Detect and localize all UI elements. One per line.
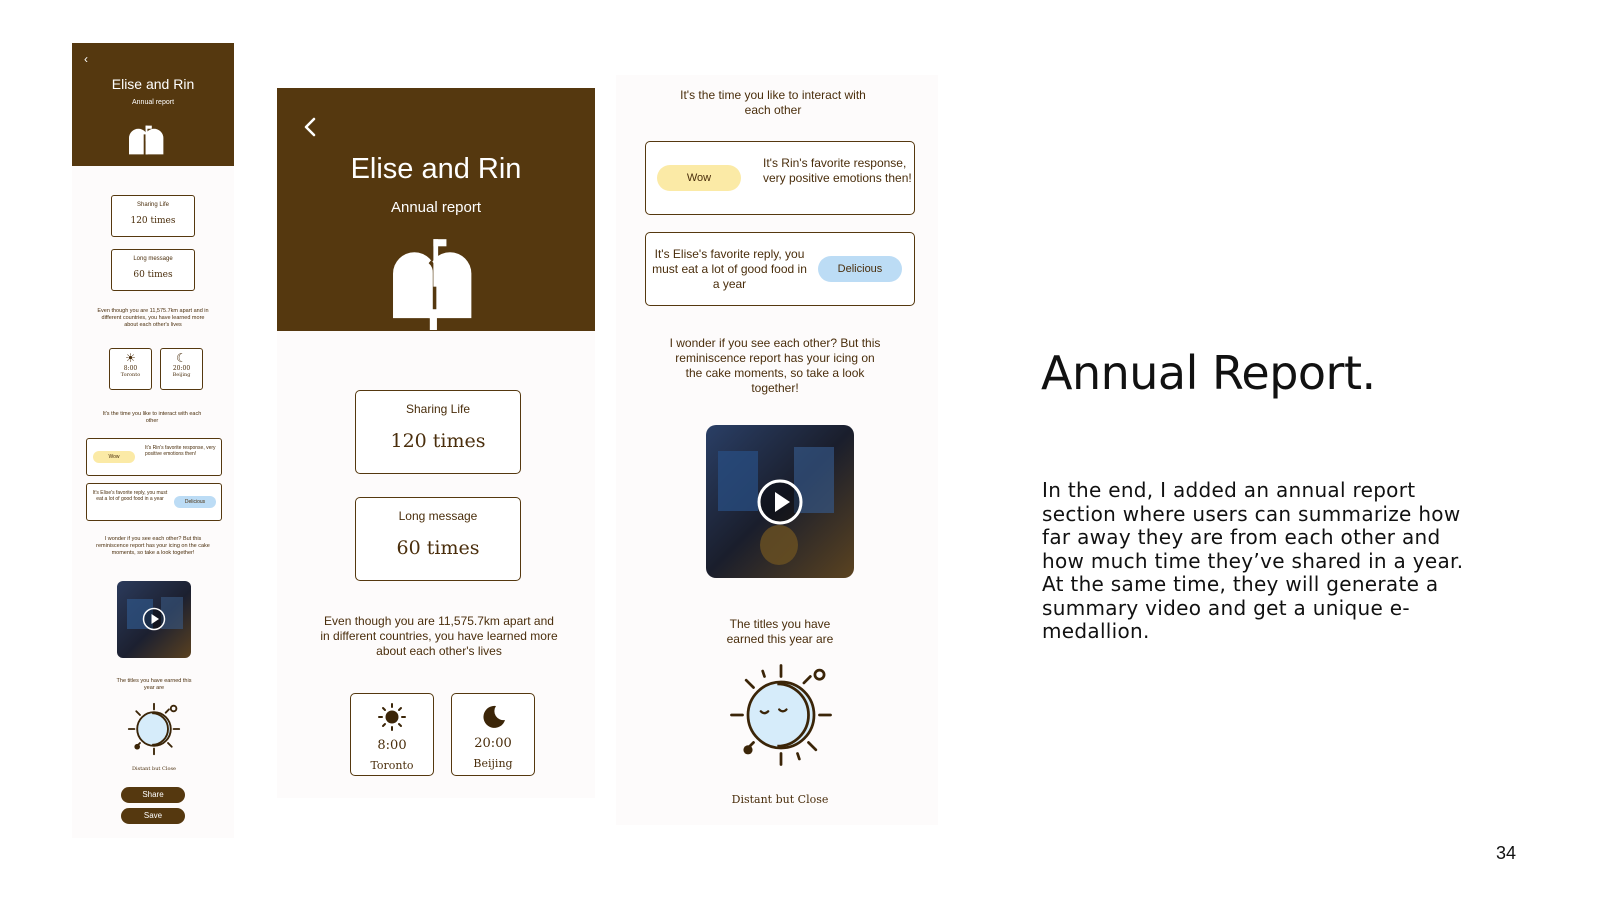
stat-value: 120 times — [390, 430, 486, 452]
mailbox-icon — [129, 116, 179, 164]
report-subtitle: Annual report — [390, 199, 482, 216]
mini-stat-value: 60 times — [133, 270, 173, 280]
mini-stat-label: Long message — [133, 256, 173, 262]
time-value: 8:00 — [377, 738, 407, 753]
slide-heading: Annual Report. — [1041, 346, 1376, 400]
reminiscence-text: I wonder if you see each other? But this reminiscence report has your icing on the cake moments, so take a look together! — [669, 336, 881, 395]
pill-delicious: Delicious — [818, 256, 902, 282]
card-text: It's Elise's favorite reply, you must eat a lot of good food in a year — [652, 247, 807, 291]
mini-header — [72, 43, 234, 166]
mini-stat-long — [111, 249, 195, 291]
save-button[interactable]: Save — [121, 808, 185, 824]
mini-phone-overview — [72, 43, 234, 838]
mini-time-city: Toronto — [120, 372, 141, 378]
time-city: Toronto — [370, 759, 414, 772]
mini-video-thumbnail[interactable] — [117, 581, 191, 658]
mini-time-city: Beijing — [172, 372, 191, 378]
mini-title: Elise and Rin — [111, 76, 195, 92]
card-text: It's Rin's favorite response, very positive emotions then! — [763, 156, 912, 185]
sun-icon: ☀ — [125, 351, 136, 365]
mini-time-value: 20:00 — [172, 365, 191, 372]
mini-time-value: 8:00 — [123, 365, 138, 372]
mini-distance-text: Even though you are 11,575.7km apart and in different countries, you have learned more about each other's lives — [97, 308, 209, 328]
stat-label: Sharing Life — [405, 402, 471, 416]
mini-subtitle: Annual report — [131, 99, 175, 106]
titles-text: The titles you have earned this year are — [726, 617, 834, 646]
medallion-sun-moon-icon — [126, 701, 182, 757]
play-icon[interactable] — [756, 478, 804, 526]
stat-sharing-life — [355, 390, 521, 474]
mini-pill-wow: Wow — [93, 451, 135, 463]
sun-icon — [378, 703, 406, 731]
card-delicious — [645, 232, 915, 306]
time-value: 20:00 — [474, 736, 512, 751]
stat-long-message — [355, 497, 521, 581]
card-wow — [645, 141, 915, 215]
distance-text: Even though you are 11,575.7km apart and in different countries, you have learned more about each other's lives — [320, 614, 558, 658]
share-button[interactable]: Share — [121, 787, 185, 803]
back-icon[interactable] — [303, 117, 317, 137]
mini-medallion-name: Distant but Close — [132, 766, 176, 772]
time-beijing — [451, 693, 535, 776]
report-title: Elise and Rin — [350, 153, 522, 185]
mini-card-wow — [86, 438, 222, 476]
mini-stat-label: Sharing Life — [136, 202, 170, 208]
time-city: Beijing — [473, 757, 513, 770]
mini-time-toronto — [109, 348, 152, 390]
report-header — [277, 88, 595, 331]
play-icon[interactable] — [142, 607, 166, 631]
mailbox-icon — [393, 238, 488, 330]
report-panel-top — [277, 88, 595, 798]
mini-reminiscence-text: I wonder if you see each other? But this reminiscence report has your icing on the cake moments, so take a look together! — [96, 536, 210, 556]
interact-text: It's the time you like to interact with each other — [680, 88, 866, 117]
moon-icon: ☾ — [176, 351, 187, 365]
stat-value: 60 times — [396, 537, 480, 559]
mini-titles-text: The titles you have earned this year are — [116, 678, 192, 691]
stat-label: Long message — [398, 509, 478, 523]
page-number: 34 — [1496, 843, 1517, 863]
medallion-name: Distant but Close — [731, 793, 829, 806]
mini-pill-delicious: Delicious — [174, 496, 216, 508]
mini-card-text: It's Rin's favorite response, very positive emotions then! — [145, 445, 216, 457]
moon-icon — [479, 703, 507, 731]
mini-card-delicious — [86, 483, 222, 521]
mini-stat-sharing — [111, 195, 195, 237]
report-panel-bottom — [616, 75, 938, 825]
mini-time-beijing — [160, 348, 203, 390]
mini-stat-value: 120 times — [130, 216, 176, 226]
mini-interact-text: It's the time you like to interact with each other — [102, 411, 202, 424]
mini-card-text: It's Elise's favorite reply, you must eat a lot of good food in a year — [92, 490, 168, 502]
slide-body: In the end, I added an annual report section where users can summarize how far away they are from each other and how much time they’ve shared in a year. At the same time, they will generate a summary video and get a unique e-medallion. — [1042, 478, 1464, 643]
summary-video-thumbnail[interactable] — [706, 425, 854, 578]
medallion-sun-moon-icon — [726, 660, 836, 770]
pill-wow: Wow — [657, 165, 741, 191]
back-icon[interactable]: ‹ — [84, 52, 88, 66]
time-toronto — [350, 693, 434, 776]
